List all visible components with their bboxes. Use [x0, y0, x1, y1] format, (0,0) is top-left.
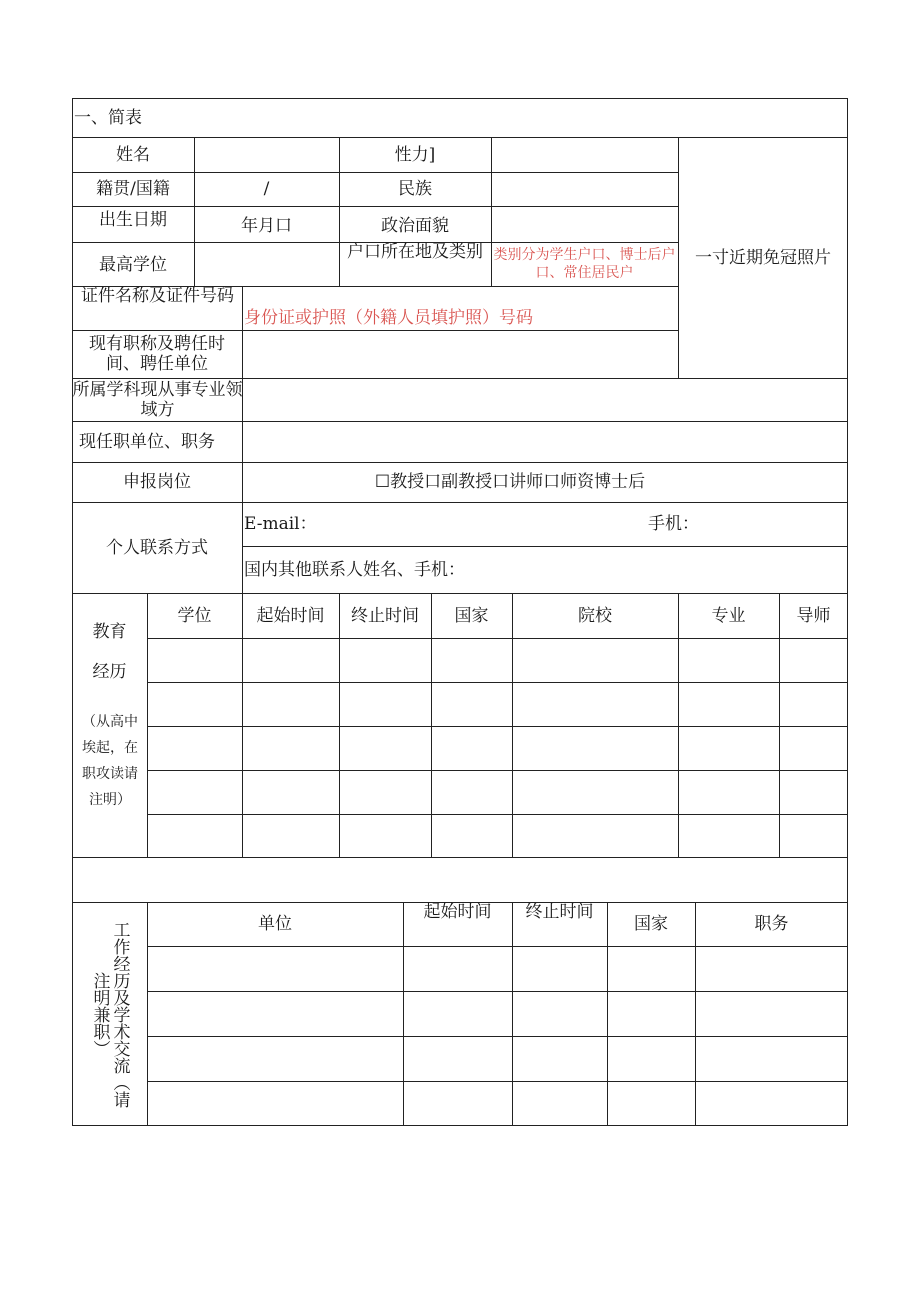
table-row[interactable]	[147, 638, 848, 682]
current-unit-label: 现任职单位、职务	[79, 431, 215, 452]
email-label: E-mail：	[244, 514, 317, 534]
table-row[interactable]	[147, 814, 848, 857]
position-label: 申报岗位	[123, 472, 191, 492]
work-header-country: 国家	[634, 914, 668, 934]
edu-header-major: 专业	[711, 605, 746, 626]
education-label-top: 教育	[92, 622, 127, 642]
work-header-start: 起始时间	[423, 902, 492, 922]
highest-degree-input[interactable]	[194, 242, 339, 286]
table-row[interactable]	[147, 770, 848, 814]
other-contact-label: 国内其他联系人姓名、手机：	[244, 560, 465, 580]
work-history-label-cell	[72, 902, 147, 1126]
education-note: （从高中埃起，在职攻读请注明）	[82, 714, 138, 808]
edu-header-end: 终止时间	[351, 605, 419, 626]
position-options[interactable]: ☐教授口副教授口讲师口师资博士后	[374, 472, 646, 492]
political-status-input[interactable]	[491, 206, 678, 242]
work-header-duty: 职务	[754, 914, 789, 934]
mobile-input[interactable]	[726, 506, 846, 542]
hukou-label: 户口所在地及类别	[347, 242, 483, 262]
birth-date-label: 出生日期	[99, 210, 167, 230]
section-title: 一、简表	[74, 108, 142, 128]
ethnicity-label: 民族	[398, 179, 432, 199]
native-place-input[interactable]: /	[263, 179, 270, 199]
ethnicity-input[interactable]	[491, 172, 678, 206]
table-row[interactable]	[147, 682, 848, 726]
work-header-end: 终止时间	[525, 902, 594, 922]
name-input[interactable]	[194, 137, 339, 172]
gender-label: 性力]	[394, 144, 436, 165]
hukou-type-input[interactable]: 类别分为学生户口、博士后户口、常住居民户	[493, 247, 676, 281]
edu-header-school: 院校	[578, 605, 612, 626]
discipline-field-label: 所属学科现从事专业领域方	[72, 379, 243, 420]
edu-header-country: 国家	[454, 605, 489, 626]
mobile-label: 手机：	[648, 514, 699, 534]
table-row[interactable]	[147, 991, 848, 1036]
edu-header-degree: 学位	[177, 605, 212, 626]
edu-header-advisor: 导师	[796, 605, 831, 626]
table-row[interactable]	[147, 946, 848, 991]
other-contact-input[interactable]	[545, 549, 845, 591]
work-header-unit: 单位	[258, 914, 292, 934]
blank-row	[72, 857, 848, 902]
name-label: 姓名	[116, 144, 150, 165]
native-place-label: 籍贯/国籍	[96, 179, 170, 199]
email-input[interactable]	[445, 506, 648, 542]
table-row[interactable]	[147, 1081, 848, 1126]
contact-label: 个人联系方式	[106, 537, 208, 558]
professional-title-label: 现有职称及聘任时间、聘任单位	[89, 334, 225, 374]
photo-placeholder: 一寸近期免冠照片	[695, 247, 831, 268]
current-unit-input[interactable]	[242, 421, 848, 462]
table-row[interactable]	[147, 726, 848, 770]
professional-title-input[interactable]	[242, 330, 678, 378]
political-status-label: 政治面貌	[381, 216, 449, 236]
edu-header-start: 起始时间	[256, 605, 325, 626]
work-history-label: 工作经历及学术交流（请注明兼职）	[89, 920, 130, 1108]
education-label-mid: 经历	[92, 662, 127, 682]
gender-input[interactable]	[491, 137, 678, 172]
id-document-label: 证件名称及证件号码	[81, 286, 234, 306]
id-number-input[interactable]: 身份证或护照（外籍人员填护照）号码	[244, 308, 533, 328]
birth-date-input[interactable]: 年月口	[241, 216, 292, 236]
highest-degree-label: 最高学位	[99, 255, 167, 275]
discipline-field-input[interactable]	[242, 378, 848, 421]
table-row[interactable]	[147, 1036, 848, 1081]
